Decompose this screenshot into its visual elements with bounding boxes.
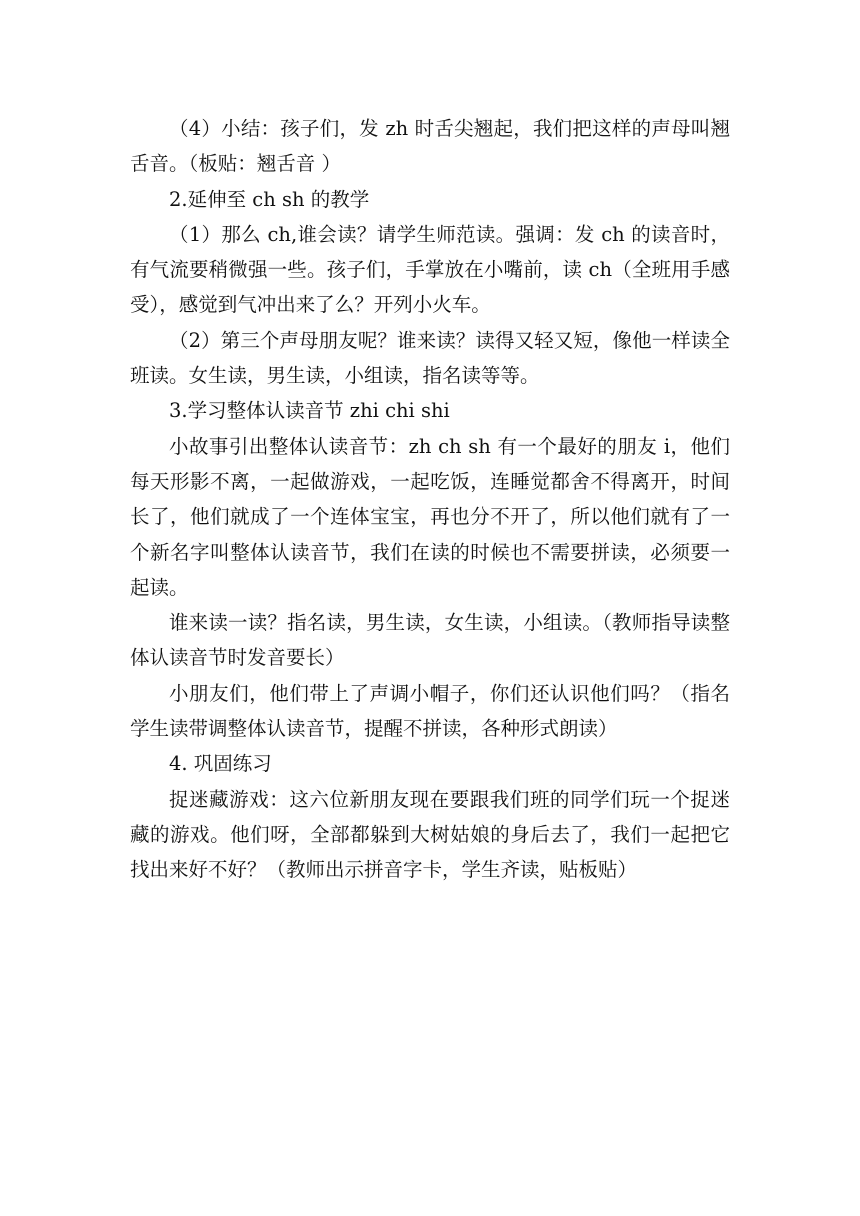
paragraph-hide-and-seek: 捉迷藏游戏：这六位新朋友现在要跟我们班的同学们玩一个捉迷藏的游戏。他们呀，全部都躲到大树姑娘的身后去了，我们一起把它找出来好不好？（教师出示拼音字卡，学生齐读，贴板贴） (130, 787, 730, 882)
heading-practice: 4. 巩固练习 (169, 752, 272, 776)
paragraph-who-reads: 谁来读一读？指名读，男生读，女生读，小组读。（教师指导读整体认读音节时发音要长） (130, 611, 730, 670)
paragraph-ch-reading: （1）那么 ch,谁会读？请学生师范读。强调：发 ch 的读音时，有气流要稍微强一些。孩子们，手掌放在小嘴前，读 ch（全班用手感受），感觉到气冲出来了么？开列小火车。 (130, 222, 730, 317)
paragraph-summary: （4）小结：孩子们，发 zh 时舌尖翘起，我们把这样的声母叫翘舌音。（板贴：翘舌音 ） (130, 117, 730, 176)
paragraph-sh-reading: （2）第三个声母朋友呢？谁来读？读得又轻又短，像他一样读全班读。女生读，男生读，小组读，指名读等等。 (130, 328, 730, 388)
heading-extend-ch-sh: 2.延伸至 ch sh 的教学 (169, 187, 370, 211)
document-body (130, 111, 730, 888)
paragraph-tone-hats: 小朋友们，他们带上了声调小帽子，你们还认识他们吗？（指名学生读带调整体认读音节，提醒不拼读，各种形式朗读） (130, 681, 730, 741)
paragraph-story: 小故事引出整体认读音节：zh ch sh 有一个最好的朋友 i，他们每天形影不离，一起做游戏，一起吃饭，连睡觉都舍不得离开，时间长了，他们就成了一个连体宝宝，再也分不开了，所以他们就有了一个新名字叫整体认读音节，我们在读的时候也不需要拼读，必须要一起读。 (130, 434, 730, 599)
heading-whole-syllables: 3.学习整体认读音节 zhi chi shi (169, 399, 450, 423)
